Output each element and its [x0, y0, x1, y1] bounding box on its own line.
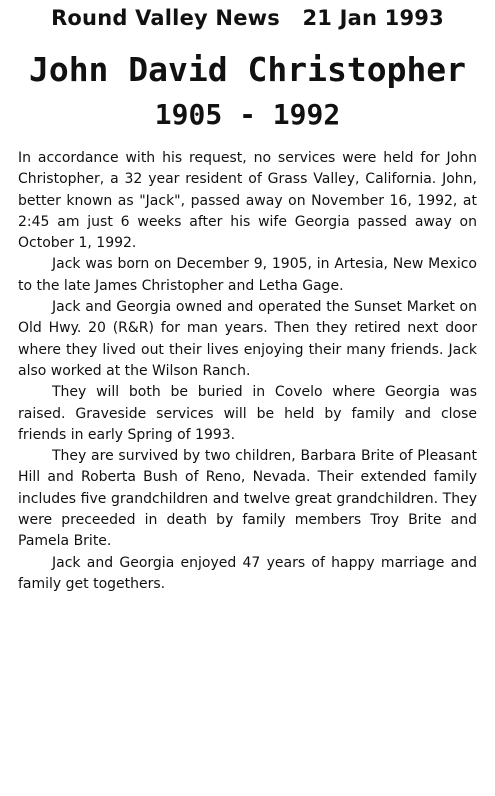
publication-date: 21 Jan 1993: [302, 6, 444, 30]
paragraph-services: In accordance with his request, no services were held for John Christopher, a 32 year resident of Grass Valley, California. John, better known as "Jack", passed away on November 16, 1992, at 2:45 am just 6 weeks after his wife Georgia passed away on October 1, 1992.: [18, 150, 477, 252]
publication-header: [0, 6, 495, 30]
obituary-body: [18, 148, 477, 595]
publication-name: Round Valley News: [51, 6, 280, 30]
paragraph-marriage: Jack and Georgia enjoyed 47 years of happy marriage and family get togethers.: [18, 554, 477, 592]
paragraph-survivors: They are survived by two children, Barbara Brite of Pleasant Hill and Roberta Bush of Reno, Nevada. Their extended family includes five grandchildren and twelve great grandchildren. They were preceeded in death by family members Troy Brite and Pamela Brite.: [18, 448, 477, 550]
paragraph-market: Jack and Georgia owned and operated the Sunset Market on Old Hwy. 20 (R&R) for man years. Then they retired next door where they lived out their lives enjoying their many friends. Jack also worked at the Wilson Ranch.: [18, 299, 477, 379]
paragraph-birth: Jack was born on December 9, 1905, in Artesia, New Mexico to the late James Christopher and Letha Gage.: [18, 256, 477, 294]
obituary-years: 1905 - 1992: [154, 98, 341, 131]
paragraph-burial: They will both be buried in Covelo where Georgia was raised. Graveside services will be held by family and close friends in early Spring of 1993.: [18, 384, 477, 443]
obituary-name: John David Christopher: [28, 50, 467, 89]
